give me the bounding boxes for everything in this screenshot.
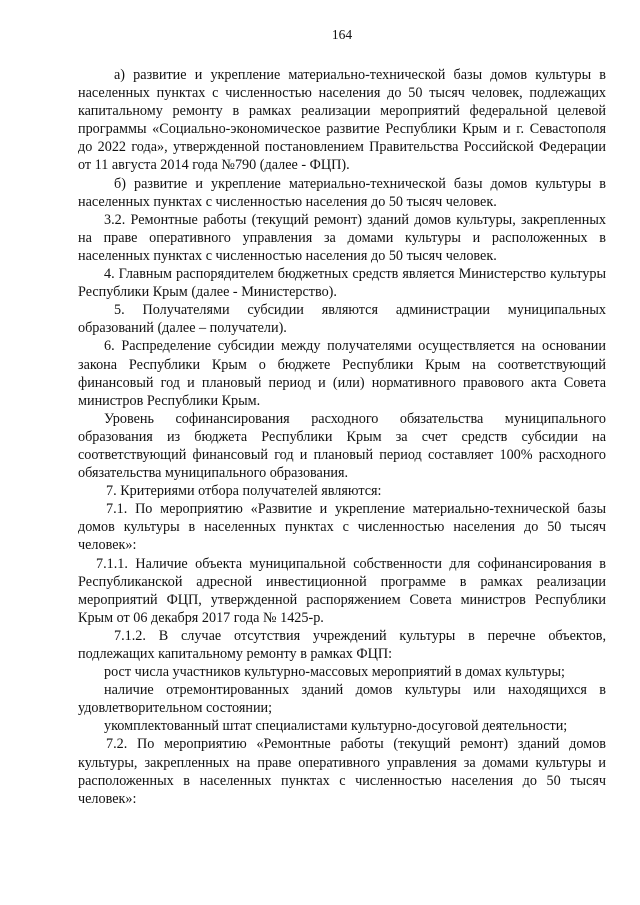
paragraph-4: 4. Главным распорядителем бюджетных средств является Министерство культуры Республики Крым (далее - Министерство). [78,266,606,301]
page-number: 164 [331,27,353,42]
criterion-participants-growth: рост числа участников культурно-массовых мероприятий в домах культуры; [104,664,565,681]
paragraph-7-1-1: 7.1.1. Наличие объекта муниципальной собственности для софинансирования в Республиканской адресной инвестиционной программе в рамках реализации мероприятий ФЦП, утвержденной распоряжением Совета министров Республики Крым от 06 декабря 2017 года № 1425-р. [78,555,606,626]
paragraph-3-2: 3.2. Ремонтные работы (текущий ремонт) зданий домов культуры, закрепленных на праве оперативного управления за домами культуры и расположенных в населенных пунктах с численностью населения до 50 тысяч человек. [78,211,606,264]
criterion-staffing: укомплектованный штат специалистами культурно-досуговой деятельности; [104,718,568,735]
paragraph-7-1-2: 7.1.2. В случае отсутствия учреждений культуры в перечне объектов, подлежащих капитальному ремонту в рамках ФЦП: [78,627,606,662]
paragraph-3-1-a: а) развитие и укрепление материально-технической базы домов культуры в населенных пунктах с численностью населения до 50 тысяч человек, подлежащих капитальному ремонту в рамках реализации мероприятий федеральной целевой программы «Социально-экономическое развитие Республики Крым и г. Севастополя до 2022 года», утвержденной постановлением Правительства Российской Федерации от 11 августа 2014 года №790 (далее - ФЦП). [78,67,606,174]
paragraph-3-1-b: б) развитие и укрепление материально-технической базы домов культуры в населенных пунктах с численностью населения до 50 тысяч человек. [78,175,606,210]
paragraph-7: 7. Критериями отбора получателей являются: [106,483,382,500]
paragraph-5: 5. Получателями субсидии являются администрации муниципальных образований (далее – получатели). [78,302,606,337]
paragraph-7-1: 7.1. По мероприятию «Развитие и укрепление материально-технической базы домов культуры в населенных пунктах с численностью населения до 50 тысяч человек»: [78,501,606,554]
paragraph-cofinancing-level: Уровень софинансирования расходного обязательства муниципального образования из бюджета Республики Крым за счет средств субсидии на соответствующий финансовый год и плановый период составляет 100% расходного обязательства муниципального образования. [78,410,606,482]
criterion-renovated-buildings: наличие отремонтированных зданий домов культуры или находящихся в удовлетворительном состоянии; [78,682,606,717]
paragraph-6: 6. Распределение субсидии между получателями осуществляется на основании закона Республики Крым о бюджете Республики Крым на соответствующий финансовый год и плановый период и (или) нормативного правового акта Совета министров Республики Крым. [78,338,606,409]
paragraph-7-2: 7.2. По мероприятию «Ремонтные работы (текущий ремонт) зданий домов культуры, закрепленных на праве оперативного управления за домами культуры и расположенных в населенных пунктах с численностью населения до 50 тысяч человек»: [78,736,606,807]
